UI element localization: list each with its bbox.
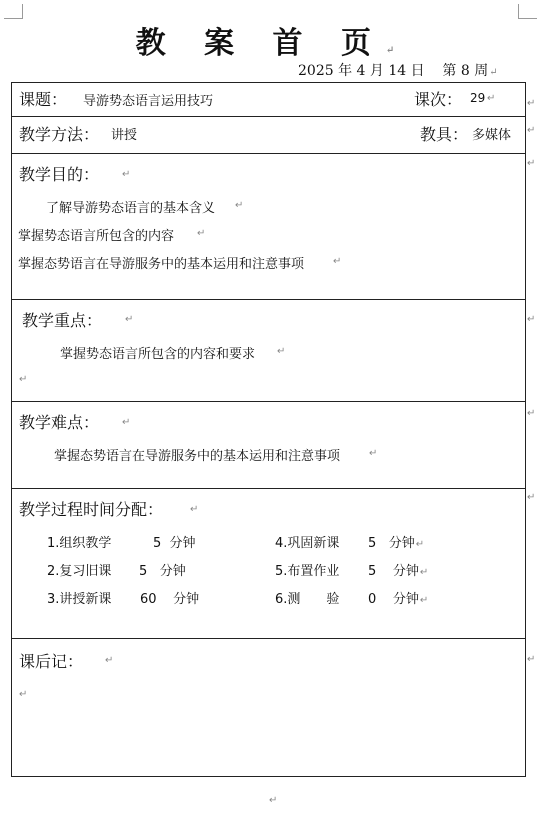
return-arrow-icon: ↵ — [385, 45, 409, 56]
item-name: 复习旧课 — [59, 564, 112, 579]
item-number: 2. — [47, 564, 60, 579]
item-name: 巩固新课 — [287, 536, 340, 551]
item-minutes: 60 — [140, 592, 157, 607]
item-unit: 分钟 — [173, 592, 200, 607]
key-points-section — [11, 299, 526, 402]
page-title — [0, 18, 544, 62]
return-arrow-icon: ↵ — [19, 689, 28, 700]
difficulties-text: 掌握态势语言在导游服务中的基本运用和注意事项 — [54, 449, 341, 464]
return-arrow-icon: ↵ — [487, 93, 496, 104]
method-label: 教学方法： — [19, 125, 100, 144]
return-arrow-icon: ↵ — [197, 228, 206, 239]
return-arrow-icon: ↵ — [527, 158, 536, 169]
item-name: 布置作业 — [287, 564, 340, 579]
return-arrow-icon: ↵ — [527, 654, 536, 665]
item-unit: 分钟 — [392, 564, 419, 579]
date-line — [298, 60, 498, 80]
item-duration — [140, 588, 220, 607]
tools-value: 多媒体 — [472, 128, 512, 143]
topic-label: 课题： — [19, 90, 68, 109]
difficulties-section — [11, 401, 526, 489]
time-allocation-label: 教学过程时间分配： — [19, 500, 164, 519]
method-row — [11, 116, 526, 154]
return-arrow-icon: ↵ — [122, 417, 131, 428]
item-unit: 分钟 — [159, 564, 186, 579]
return-arrow-icon: ↵ — [105, 655, 114, 666]
item-duration — [368, 560, 448, 579]
item-minutes: 0 — [368, 592, 377, 607]
item-unit: 分钟 — [392, 592, 419, 607]
return-arrow-icon: ↵ — [419, 595, 429, 606]
item-minutes: 5 — [368, 564, 377, 579]
page-title-text: 教 案 首 页 — [135, 26, 385, 61]
method-value: 讲授 — [111, 128, 138, 143]
time-allocation-section — [11, 488, 526, 639]
objectives-section — [11, 153, 526, 300]
return-arrow-icon: ↵ — [125, 314, 134, 325]
return-arrow-icon: ↵ — [369, 448, 378, 459]
time-item — [47, 560, 186, 579]
date-text: 2025 年 4 月 14 日 — [298, 63, 425, 79]
return-arrow-icon: ↵ — [277, 346, 286, 357]
item-number: 1. — [47, 536, 60, 551]
item-name: 测 验 — [287, 592, 340, 607]
difficulties-label: 教学难点： — [19, 413, 100, 432]
objective-item: 了解导游势态语言的基本含义 — [46, 201, 216, 216]
lesson-label: 课次： — [414, 90, 463, 109]
page-corner-mark-left — [4, 4, 23, 19]
item-number: 5. — [275, 564, 288, 579]
time-item — [275, 588, 429, 607]
return-arrow-icon: ↵ — [419, 567, 429, 578]
return-arrow-icon: ↵ — [527, 98, 536, 109]
item-unit: 分钟 — [169, 536, 196, 551]
week-text: 第 8 周 — [442, 63, 489, 79]
item-minutes: 5 — [153, 536, 162, 551]
item-name: 组织教学 — [59, 536, 112, 551]
return-arrow-icon: ↵ — [527, 492, 536, 503]
page-corner-mark-right — [518, 4, 537, 19]
lesson-value: 29 — [470, 91, 486, 105]
item-minutes: 5 — [139, 564, 148, 579]
topic-value: 导游势态语言运用技巧 — [83, 94, 214, 109]
return-arrow-icon: ↵ — [527, 125, 536, 136]
item-unit: 分钟 — [388, 536, 415, 551]
item-duration — [368, 588, 448, 607]
key-points-label: 教学重点： — [22, 311, 103, 330]
return-arrow-icon: ↵ — [19, 374, 28, 385]
key-points-text: 掌握势态语言所包含的内容和要求 — [60, 347, 256, 362]
item-duration — [153, 532, 213, 551]
objective-item: 掌握态势语言在导游服务中的基本运用和注意事项 — [18, 257, 305, 272]
tools-label: 教具： — [420, 125, 469, 144]
time-item — [47, 532, 196, 551]
topic-row — [11, 82, 526, 117]
reflection-section — [11, 638, 526, 777]
item-name: 讲授新课 — [59, 592, 112, 607]
time-item — [275, 532, 425, 551]
item-minutes: 5 — [368, 536, 377, 551]
objective-item: 掌握势态语言所包含的内容 — [18, 229, 175, 244]
time-item — [275, 560, 429, 579]
return-arrow-icon: ↵ — [269, 795, 278, 806]
item-number: 6. — [275, 592, 288, 607]
item-duration — [139, 560, 199, 579]
item-number: 4. — [275, 536, 288, 551]
return-arrow-icon: ↵ — [122, 169, 131, 180]
return-arrow-icon: ↵ — [235, 200, 244, 211]
item-number: 3. — [47, 592, 60, 607]
return-arrow-icon: ↵ — [527, 408, 536, 419]
return-arrow-icon: ↵ — [527, 314, 536, 325]
return-arrow-icon: ↵ — [333, 256, 342, 267]
objectives-label: 教学目的： — [19, 165, 100, 184]
time-item — [47, 588, 200, 607]
item-duration — [368, 532, 448, 551]
return-arrow-icon: ↵ — [190, 504, 199, 515]
return-arrow-icon: ↵ — [415, 539, 425, 550]
reflection-label: 课后记： — [19, 652, 84, 671]
return-arrow-icon: ↵ — [489, 67, 498, 78]
